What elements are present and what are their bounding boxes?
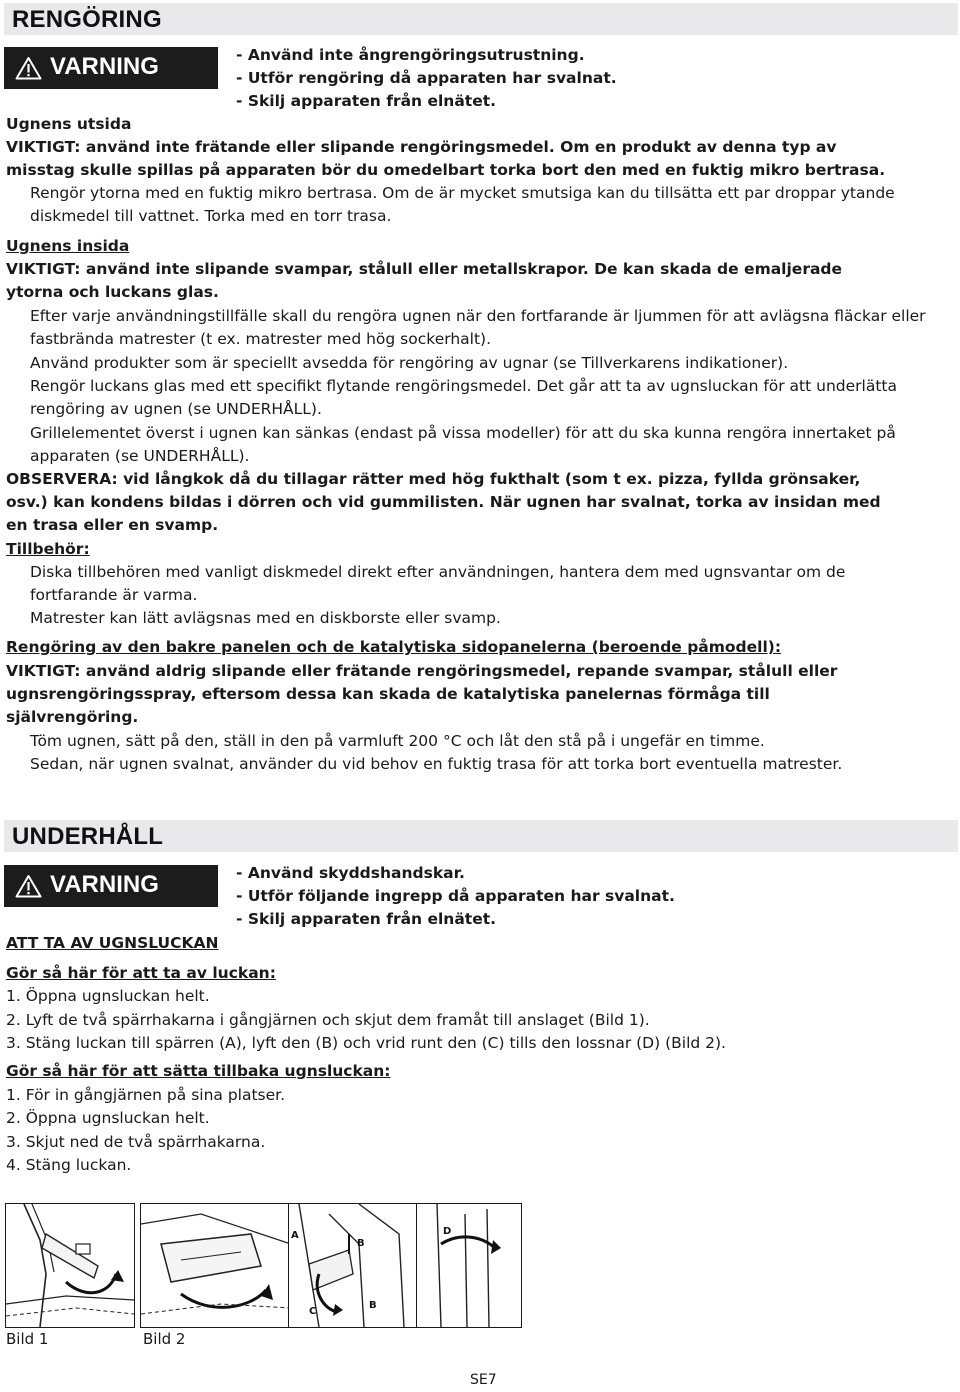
label-a: A <box>291 1230 299 1241</box>
body-text: Töm ugnen, sätt på den, ställ in den på varmluft 200 °C och låt den stå på i ungefär en timme. <box>30 732 765 750</box>
important-text: misstag skulle spillas på apparaten bör du omedelbart torka bort den med en fuktig mikro bertrasa. <box>6 161 886 179</box>
body-text: fastbrända matrester (t ex. matrester med hög sockerhalt). <box>30 330 492 348</box>
list-item: 3. Stäng luckan till spärren (A), lyft den (B) och vrid runt den (C) tills den lossnar (D) (Bild 2). <box>6 1034 726 1052</box>
warning-line: - Utför rengöring då apparaten har svalnat. <box>236 69 617 87</box>
figure-bild-2-step-ab <box>288 1203 420 1328</box>
warning-line: - Använd inte ångrengöringsutrustning. <box>236 46 585 64</box>
door-remove-illustration <box>417 1204 521 1327</box>
warning-box <box>4 47 218 89</box>
figure-bild-2-step-d <box>416 1203 522 1328</box>
note-text: osv.) kan kondens bildas i dörren och vid gummilisten. När ugnen har svalnat, torka av insidan med <box>6 493 881 511</box>
list-item: 2. Lyft de två spärrhakarna i gångjärnen och skjut dem framåt till anslaget (Bild 1). <box>6 1011 650 1029</box>
warning-line: - Skilj apparaten från elnätet. <box>236 910 497 928</box>
list-item: 1. Öppna ugnsluckan helt. <box>6 987 210 1005</box>
body-text: Rengör luckans glas med ett specifikt flytande rengöringsmedel. Det går att ta av ugnsluckan för att underlätta <box>30 377 897 395</box>
door-heading: ATT TA AV UGNSLUCKAN <box>6 934 219 952</box>
figure-caption-1: Bild 1 <box>6 1330 49 1348</box>
note-text: en trasa eller en svamp. <box>6 516 219 534</box>
label-c: C <box>309 1306 317 1317</box>
subheading-refit-door: Gör så här för att sätta tillbaka ugnsluckan: <box>6 1062 391 1080</box>
warning-box <box>4 865 218 907</box>
door-lift-illustration <box>289 1204 419 1327</box>
important-text: VIKTIGT: använd inte frätande eller slipande rengöringsmedel. Om en produkt av denna typ av <box>6 138 837 156</box>
warning-triangle-icon <box>15 874 42 898</box>
label-d: D <box>443 1226 452 1237</box>
subheading-outside: Ugnens utsida <box>6 115 132 133</box>
warning-line: - Utför följande ingrepp då apparaten har svalnat. <box>236 887 675 905</box>
body-text: Sedan, när ugnen svalnat, använder du vid behov en fuktig trasa för att torka bort eventuella matrester. <box>30 755 843 773</box>
warning-instructions <box>236 44 617 113</box>
section-header-maintenance <box>4 820 958 852</box>
subheading-accessories: Tillbehör: <box>6 540 90 558</box>
warning-line: - Använd skyddshandskar. <box>236 864 465 882</box>
important-text: ugnsrengöringsspray, eftersom dessa kan skada de katalytiska panelernas förmåga till <box>6 685 770 703</box>
label-b-2: B <box>369 1300 377 1311</box>
important-text: VIKTIGT: använd inte slipande svampar, stålull eller metallskrapor. De kan skada de emaljerade <box>6 260 843 278</box>
label-b: B <box>357 1238 365 1249</box>
body-text: diskmedel till vattnet. Torka med en torr trasa. <box>30 207 392 225</box>
subheading-inside: Ugnens insida <box>6 237 130 255</box>
important-text: ytorna och luckans glas. <box>6 283 219 301</box>
figure-caption-2: Bild 2 <box>143 1330 186 1348</box>
list-item: 3. Skjut ned de två spärrhakarna. <box>6 1133 266 1151</box>
subheading-panels: Rengöring av den bakre panelen och de katalytiska sidopanelerna (beroende påmodell): <box>6 638 782 656</box>
body-text: rengöring av ugnen (se UNDERHÅLL). <box>30 400 322 418</box>
hinge-illustration <box>6 1204 134 1327</box>
list-item: 4. Stäng luckan. <box>6 1156 132 1174</box>
important-text: VIKTIGT: använd aldrig slipande eller frätande rengöringsmedel, repande svampar, stålull eller <box>6 662 838 680</box>
section-title: UNDERHÅLL <box>12 823 164 850</box>
body-text: Använd produkter som är speciellt avsedda för rengöring av ugnar (se Tillverkarens indikationer). <box>30 354 789 372</box>
section-title: RENGÖRING <box>12 6 162 33</box>
important-text: självrengöring. <box>6 708 139 726</box>
body-text: Rengör ytorna med en fuktig mikro bertrasa. Om de är mycket smutsiga kan du tillsätta ett par droppar ytande <box>30 184 895 202</box>
body-text: Grillelementet överst i ugnen kan sänkas (endast på vissa modeller) för att du ska kunna rengöra innertaket på <box>30 424 896 442</box>
body-text: Diska tillbehören med vanligt diskmedel direkt efter användningen, hantera dem med ugnsvantar om de <box>30 563 846 581</box>
figure-bild-1 <box>5 1203 135 1328</box>
page-number: SE7 <box>470 1372 497 1388</box>
warning-label: VARNING <box>50 871 159 898</box>
body-text: Matrester kan lätt avlägsnas med en diskborste eller svamp. <box>30 609 501 627</box>
body-text: fortfarande är varma. <box>30 586 198 604</box>
subheading-remove-door: Gör så här för att ta av luckan: <box>6 964 276 982</box>
hinge-detail-illustration <box>141 1204 291 1327</box>
figure-bild-2-hinge <box>140 1203 292 1328</box>
list-item: 2. Öppna ugnsluckan helt. <box>6 1109 210 1127</box>
warning-label: VARNING <box>50 53 159 80</box>
body-text: Efter varje användningstillfälle skall du rengöra ugnen när den fortfarande är ljummen för att avlägsna fläckar eller <box>30 307 926 325</box>
note-text: OBSERVERA: vid långkok då du tillagar rätter med hög fukthalt (som t ex. pizza, fyllda grönsaker, <box>6 470 861 488</box>
section-header-cleaning <box>4 3 958 35</box>
warning-line: - Skilj apparaten från elnätet. <box>236 92 497 110</box>
list-item: 1. För in gångjärnen på sina platser. <box>6 1086 286 1104</box>
warning-triangle-icon <box>15 56 42 80</box>
warning-instructions <box>236 862 675 931</box>
body-text: apparaten (se UNDERHÅLL). <box>30 447 250 465</box>
